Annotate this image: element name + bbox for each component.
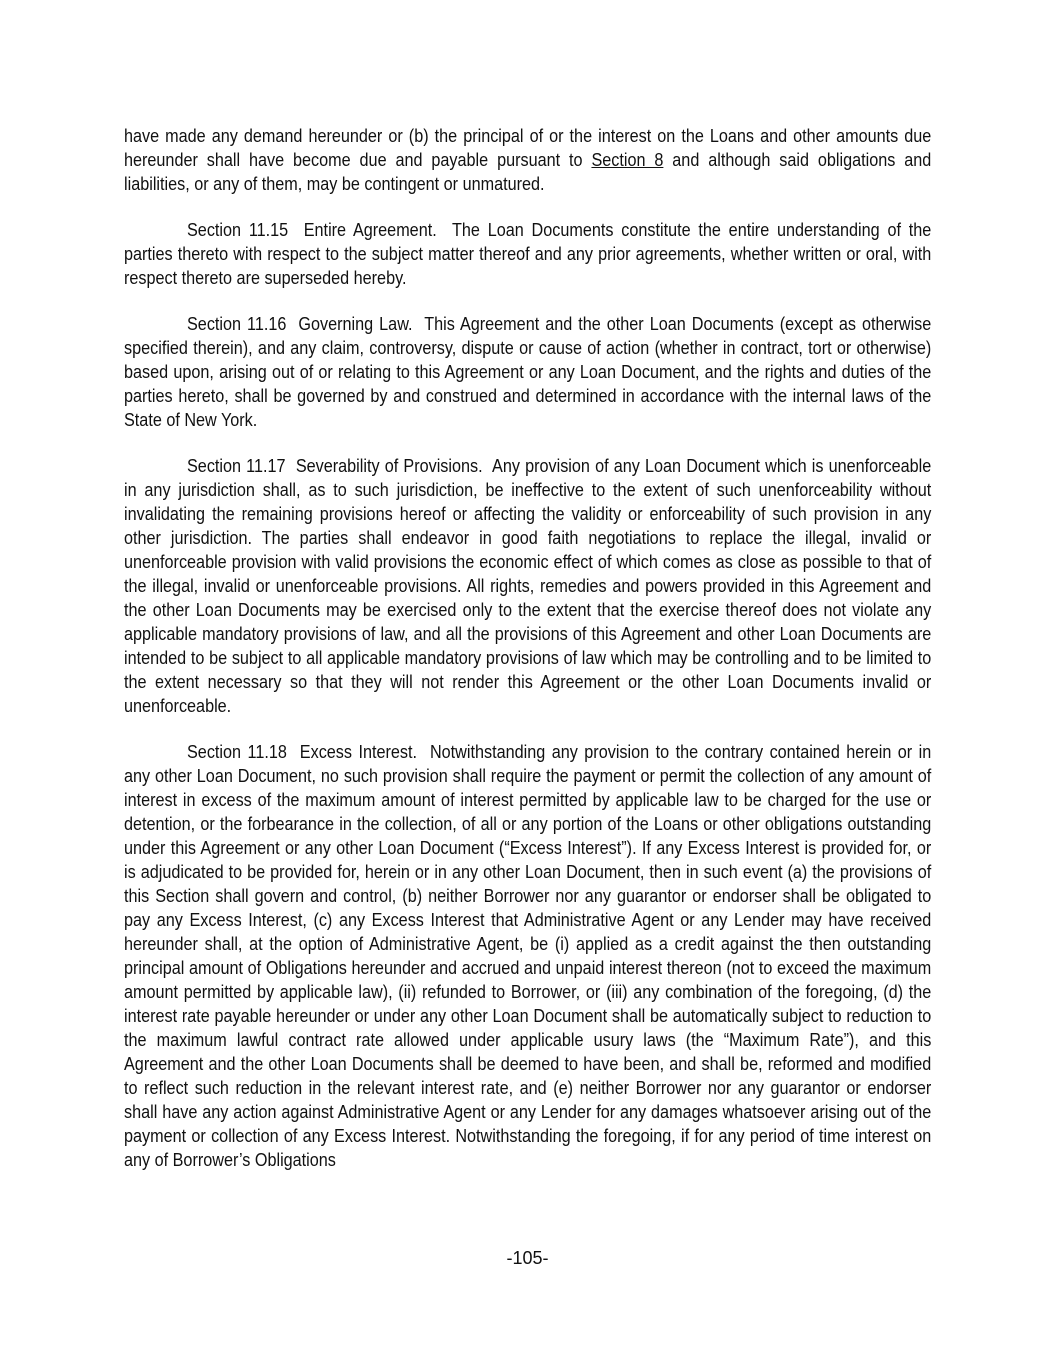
document-page — [124, 124, 931, 1194]
section-11-15-paragraph — [124, 218, 931, 290]
paragraph-text: have made any demand hereunder or (b) the principal of or the interest on the Loans and other amounts due hereunder shall have become due and payable pursuant to — [124, 126, 932, 170]
paragraph-text-end: and although said obligations and liabilities, or any of them, may be contingent or unmatured. — [124, 150, 932, 194]
section-body: Notwithstanding any provision to the contrary contained herein or in any other Loan Document, no such provision shall require the payment or permit the collection of any amount of interest in excess of the maximum amount of interest permitted by applicable law to be charged for the use or detention, or the forbearance in the collection, of all or any portion of the Loans or other obligations outstanding under this Agreement or any other Loan Document (“Excess Interest”). If any Excess Interest is provided for, or is adjudicated to be provided for, herein or in any other Loan Document, then in such event (a) the provisions of this Section shall govern and control, (b) neither Borrower nor any guarantor or endorser shall be obligated to pay any Excess Interest, (c) any Excess Interest that Administrative Agent or any Lender may have received hereunder shall, at the option of Administrative Agent, be (i) applied as a credit against the then outstanding principal amount of Obligations hereunder and accrued and unpaid interest thereon (not to exceed the maximum amount permitted by applicable law), (ii) refunded to Borrower, or (iii) any combination of the foregoing, (d) the interest rate payable hereunder or under any other Loan Document shall be automatically subject to reduction to the maximum lawful contract rate allowed under applicable usury laws (the “Maximum Rate”), and this Agreement and the other Loan Documents shall be deemed to have been, and shall be, reformed and modified to reflect such reduction in the relevant interest rate, and (e) neither Borrower nor any guarantor or endorser shall have any action against Administrative Agent or any Lender for any damages whatsoever arising out of the payment or collection of any Excess Interest. Notwithstanding the foregoing, if for any period of time interest on any of Borrower’s Obligations — [124, 742, 932, 1170]
section-number: Section 11.18 — [187, 742, 287, 762]
section-heading: Entire Agreement. — [303, 220, 437, 240]
section-heading: Excess Interest. — [299, 742, 418, 762]
page-number: -105- — [506, 1248, 549, 1268]
section-8-reference: Section 8 — [591, 150, 664, 170]
section-number: Section 11.16 — [187, 314, 287, 334]
section-heading: Severability of Provisions. — [295, 456, 483, 476]
section-number: Section 11.15 — [187, 220, 289, 240]
section-11-17-paragraph — [124, 454, 931, 718]
section-11-18-paragraph — [124, 740, 931, 1172]
section-body: Any provision of any Loan Document which is unenforceable in any jurisdiction shall, as to such jurisdiction, be ineffective to the extent of such unenforceability without invalidating the remaining provisions hereof or affecting the validity or enforceability of such provision in any other jurisdiction. The parties shall endeavor in good faith negotiations to replace the illegal, invalid or unenforceable provision with valid provisions the economic effect of which comes as close as possible to that of the illegal, invalid or unenforceable provisions. All rights, remedies and powers provided in this Agreement and the other Loan Documents may be exercised only to the extent that the exercise thereof does not violate any applicable mandatory provisions of law, and all the provisions of this Agreement and other Loan Documents are intended to be subject to all applicable mandatory provisions of law which may be controlling and to be limited to the extent necessary so that they will not render this Agreement or the other Loan Documents invalid or unenforceable. — [124, 456, 932, 716]
section-number: Section 11.17 — [187, 456, 286, 476]
section-body: This Agreement and the other Loan Documents (except as otherwise specified therein), and any claim, controversy, dispute or cause of action (whether in contract, tort or otherwise) based upon, arising out of or relating to this Agreement or any Loan Document, and the rights and duties of the parties hereto, shall be governed by and construed and determined in accordance with the internal laws of the State of New York. — [124, 314, 932, 430]
section-heading: Governing Law. — [298, 314, 413, 334]
continuation-paragraph — [124, 124, 931, 196]
section-body: The Loan Documents constitute the entire understanding of the parties thereto with respect to the subject matter thereof and any prior agreements, whether written or oral, with respect thereto are superseded hereby. — [124, 220, 932, 288]
section-11-16-paragraph — [124, 312, 931, 432]
